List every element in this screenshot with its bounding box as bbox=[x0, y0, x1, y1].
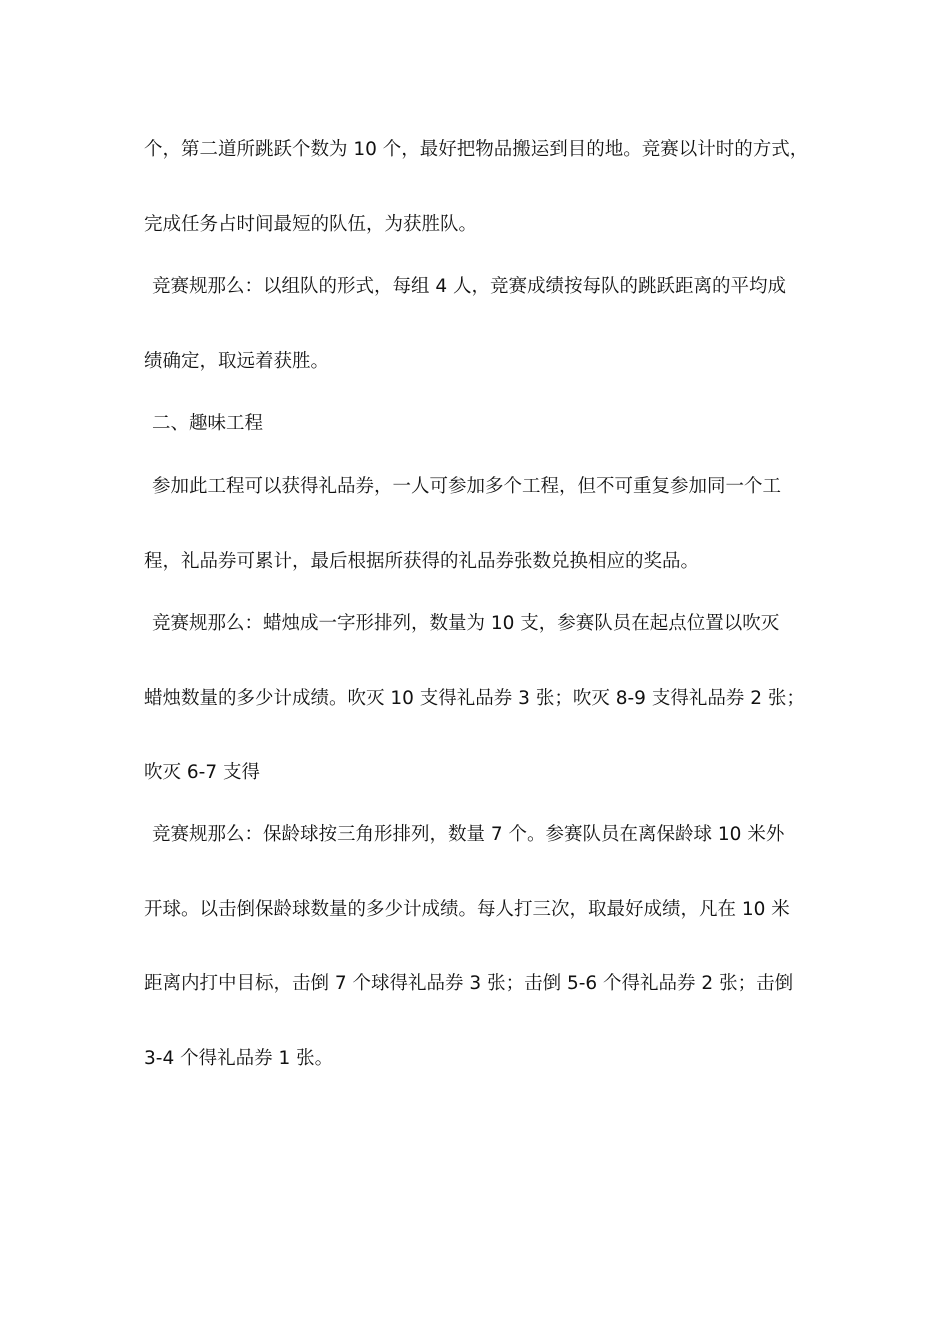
text-line-10: 吹灭 6-7 支得 bbox=[144, 762, 260, 783]
text-line-12: 开球。以击倒保龄球数量的多少计成绩。每人打三次，取最好成绩，凡在 10 米 bbox=[144, 899, 790, 920]
text-line-1: 个，第二道所跳跃个数为 10 个，最好把物品搬运到目的地。竞赛以计时的方式， bbox=[144, 139, 809, 160]
text-line-13: 距离内打中目标，击倒 7 个球得礼品券 3 张；击倒 5-6 个得礼品券 2 张；击倒 bbox=[144, 973, 794, 994]
text-line-6: 参加此工程可以获得礼品券，一人可参加多个工程，但不可重复参加同一个工 bbox=[152, 476, 782, 497]
text-line-3: 竞赛规那么：以组队的形式，每组 4 人，竞赛成绩按每队的跳跃距离的平均成 bbox=[152, 276, 787, 297]
text-line-2: 完成任务占时间最短的队伍，为获胜队。 bbox=[144, 214, 478, 235]
text-line-8: 竞赛规那么：蜡烛成一字形排列，数量为 10 支，参赛队员在起点位置以吹灭 bbox=[152, 613, 780, 634]
text-line-14: 3-4 个得礼品券 1 张。 bbox=[144, 1048, 334, 1069]
text-line-7: 程，礼品券可累计，最后根据所获得的礼品券张数兑换相应的奖品。 bbox=[144, 551, 700, 572]
text-line-11: 竞赛规那么：保龄球按三角形排列，数量 7 个。参赛队员在离保龄球 10 米外 bbox=[152, 824, 785, 845]
section-heading: 二、趣味工程 bbox=[152, 413, 264, 434]
text-line-9: 蜡烛数量的多少计成绩。吹灭 10 支得礼品券 3 张；吹灭 8-9 支得礼品券 2 张； bbox=[144, 688, 805, 709]
text-line-4: 绩确定，取远着获胜。 bbox=[144, 351, 330, 372]
